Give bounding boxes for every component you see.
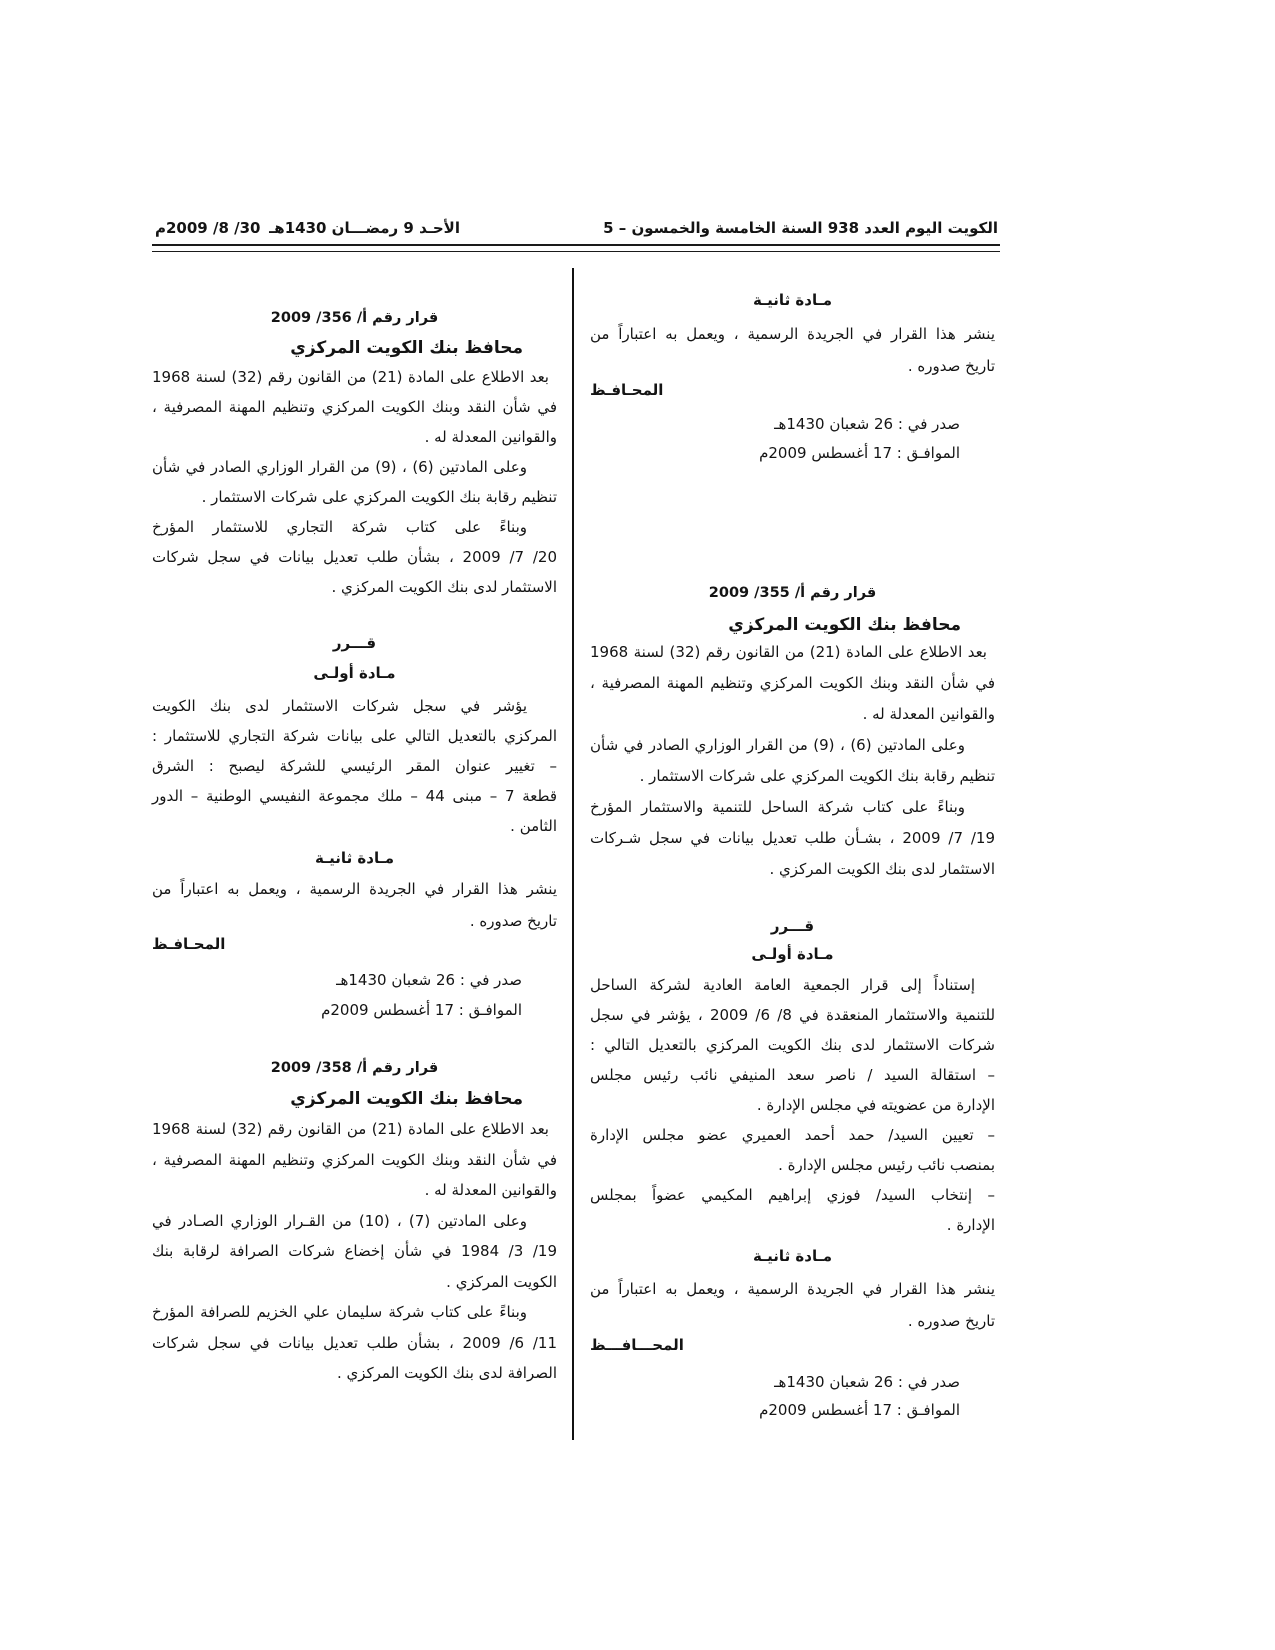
text-line: بعد الاطلاع على المادة (21) من القانون رقم (32) لسنة 1968 (590, 643, 987, 661)
decree-number: قرار رقم أ/ 356/ 2009 (270, 310, 439, 326)
text-line: – تغيير عنوان المقر الرئيسي للشركة ليصبح : الشرق (152, 757, 557, 775)
text-line: في شأن النقد وبنك الكويت المركزي وتنظيم المهنة المصرفية ، (152, 1150, 557, 1169)
text-line: بعد الاطلاع على المادة (21) من القانون رقم (32) لسنة 1968 (152, 368, 549, 386)
text-line: يؤشر في سجل شركات الاستثمار لدى بنك الكويت (152, 697, 527, 715)
resolved-heading: قـــرر (770, 917, 815, 935)
text-line: في شأن النقد وبنك الكويت المركزي وتنظيم المهنة المصرفية ، (590, 674, 995, 692)
text-line: وبناءً على كتاب شركة التجاري للاستثمار المؤرخ (152, 518, 527, 536)
resolved-heading: قـــرر (332, 634, 377, 652)
issued-date: صدر في : 26 شعبان 1430هـ (774, 1373, 960, 1391)
decree-preamble (152, 1114, 557, 1389)
decree-preamble (152, 362, 557, 602)
issued-date: صدر في : 26 شعبان 1430هـ (336, 971, 522, 989)
text-line: بعد الاطلاع على المادة (21) من القانون رقم (32) لسنة 1968 (152, 1120, 549, 1138)
corresponding-date: الموافـق : 17 أغسطس 2009م (759, 444, 960, 462)
text-line: تنظيم رقابة بنك الكويت المركزي على شركات الاستثمار . (201, 488, 557, 506)
corresponding-date: الموافـق : 17 أغسطس 2009م (759, 1401, 960, 1419)
article-1-heading: مـادة أولـى (313, 664, 396, 682)
text-line: للتنمية والاستثمار المنعقدة في 8/ 6/ 2009 ، يؤشر في سجل (590, 1006, 996, 1024)
article-2-text (152, 873, 557, 937)
text-line: – تعيين السيد/ حمد أحمد العميري عضو مجلس الإدارة (590, 1126, 995, 1144)
article-2-text (590, 1273, 995, 1337)
text-line: 19/ 3/ 1984 في شأن إخضاع شركات الصرافة لرقابة بنك (152, 1242, 558, 1260)
text-line: تاريخ صدوره . (907, 357, 995, 375)
text-line: بمنصب نائب رئيس مجلس الإدارة . (778, 1156, 995, 1174)
decree-issuer: محافظ بنك الكويت المركزي (290, 338, 523, 358)
text-line: الكويت المركزي . (446, 1272, 557, 1291)
decree-number: قرار رقم أ/ 358/ 2009 (270, 1060, 439, 1076)
text-line: 19/ 7/ 2009 ، بشـأن طلب تعديل بيانات في سجل شـركات (590, 829, 996, 847)
article-1-heading: مـادة أولـى (751, 945, 834, 963)
governor-signature: المحـافـظ (590, 381, 664, 399)
corresponding-date: الموافـق : 17 أغسطس 2009م (321, 1001, 522, 1019)
text-line: وبناءً على كتاب شركة سليمان علي الخزيم للصرافة المؤرخ (152, 1303, 527, 1321)
right-column (590, 0, 995, 1650)
text-line: والقوانين المعدلة له . (424, 428, 557, 446)
text-line: وعلى المادتين (7) ، (10) من القـرار الوزاري الصـادر في (152, 1211, 527, 1230)
text-line: شركات الاستثمار لدى بنك الكويت المركزي بالتعديل التالي : (590, 1036, 995, 1054)
text-line: تاريخ صدوره . (469, 912, 557, 930)
text-line: 11/ 6/ 2009 ، بشأن طلب تعديل بيانات في سجل شركات (152, 1333, 557, 1352)
text-line: تنظيم رقابة بنك الكويت المركزي على شركات الاستثمار . (639, 767, 995, 785)
text-line: 20/ 7/ 2009 ، بشأن طلب تعديل بيانات في سجل شركات (152, 548, 557, 566)
text-line: قطعة 7 – مبنى 44 – ملك مجموعة النفيسي الوطنية – الدور (152, 787, 557, 805)
text-line: – استقالة السيد / ناصر سعد المنيفي نائب رئيس مجلس (590, 1066, 995, 1084)
decree-issuer: محافظ بنك الكويت المركزي (290, 1089, 523, 1109)
text-line: ينشر هذا القرار في الجريدة الرسمية ، ويعمل به اعتباراً من (152, 880, 557, 898)
decree-issuer: محافظ بنك الكويت المركزي (728, 615, 961, 635)
text-line: – إنتخاب السيد/ فوزي إبراهيم المكيمي عضواً بمجلس (590, 1186, 995, 1204)
governor-signature: المحـــافـــظ (590, 1336, 684, 1354)
text-line: إستناداً إلى قرار الجمعية العامة العادية لشركة الساحل (590, 976, 975, 994)
text-line: المركزي بالتعديل التالي على بيانات شركة التجاري للاستثمار : (152, 727, 557, 745)
left-column (152, 0, 557, 1650)
text-line: الصرافة لدى بنك الكويت المركزي . (336, 1364, 557, 1382)
text-line: ينشر هذا القرار في الجريدة الرسمية ، ويعمل به اعتباراً من (590, 1280, 995, 1298)
decree-preamble (590, 637, 995, 885)
text-line: وعلى المادتين (6) ، (9) من القرار الوزاري الصادر في شأن (590, 736, 965, 754)
issued-date: صدر في : 26 شعبان 1430هـ (774, 415, 960, 433)
column-divider (572, 268, 574, 1440)
gregorian-date: 30/ 8/ 2009م (155, 219, 261, 237)
text-line: والقوانين المعدلة له . (862, 705, 995, 723)
article-2-heading: مـادة ثانيـة (314, 849, 395, 867)
text-line: وبناءً على كتاب شركة الساحل للتنمية والاستثمار المؤرخ (590, 798, 965, 816)
article-2-heading: مـادة ثانيـة (752, 291, 833, 309)
text-line: الاستثمار لدى بنك الكويت المركزي . (331, 578, 557, 596)
article-1-text (152, 691, 557, 841)
text-line: الثامن . (510, 817, 557, 835)
text-line: في شأن النقد وبنك الكويت المركزي وتنظيم المهنة المصرفية ، (152, 398, 557, 416)
text-line: والقوانين المعدلة له . (424, 1181, 557, 1199)
text-line: الإدارة من عضويته في مجلس الإدارة . (756, 1096, 995, 1114)
governor-signature: المحـافـظ (152, 935, 226, 953)
publication-header: الكويت اليوم العدد 938 السنة الخامسة والخمسون – 5 (603, 219, 998, 237)
article-2-heading: مـادة ثانيـة (752, 1247, 833, 1265)
text-line: وعلى المادتين (6) ، (9) من القرار الوزاري الصادر في شأن (152, 458, 527, 476)
decree-number: قرار رقم أ/ 355/ 2009 (708, 585, 877, 601)
text-line: تاريخ صدوره . (907, 1312, 995, 1330)
article-2-text (590, 318, 995, 382)
article-1-text (590, 970, 995, 1240)
text-line: ينشر هذا القرار في الجريدة الرسمية ، ويعمل به اعتباراً من (590, 325, 995, 343)
text-line: الإدارة . (946, 1216, 995, 1234)
hijri-date: الأحـد 9 رمضـــان 1430هـ (269, 219, 460, 237)
text-line: الاستثمار لدى بنك الكويت المركزي . (769, 860, 995, 878)
